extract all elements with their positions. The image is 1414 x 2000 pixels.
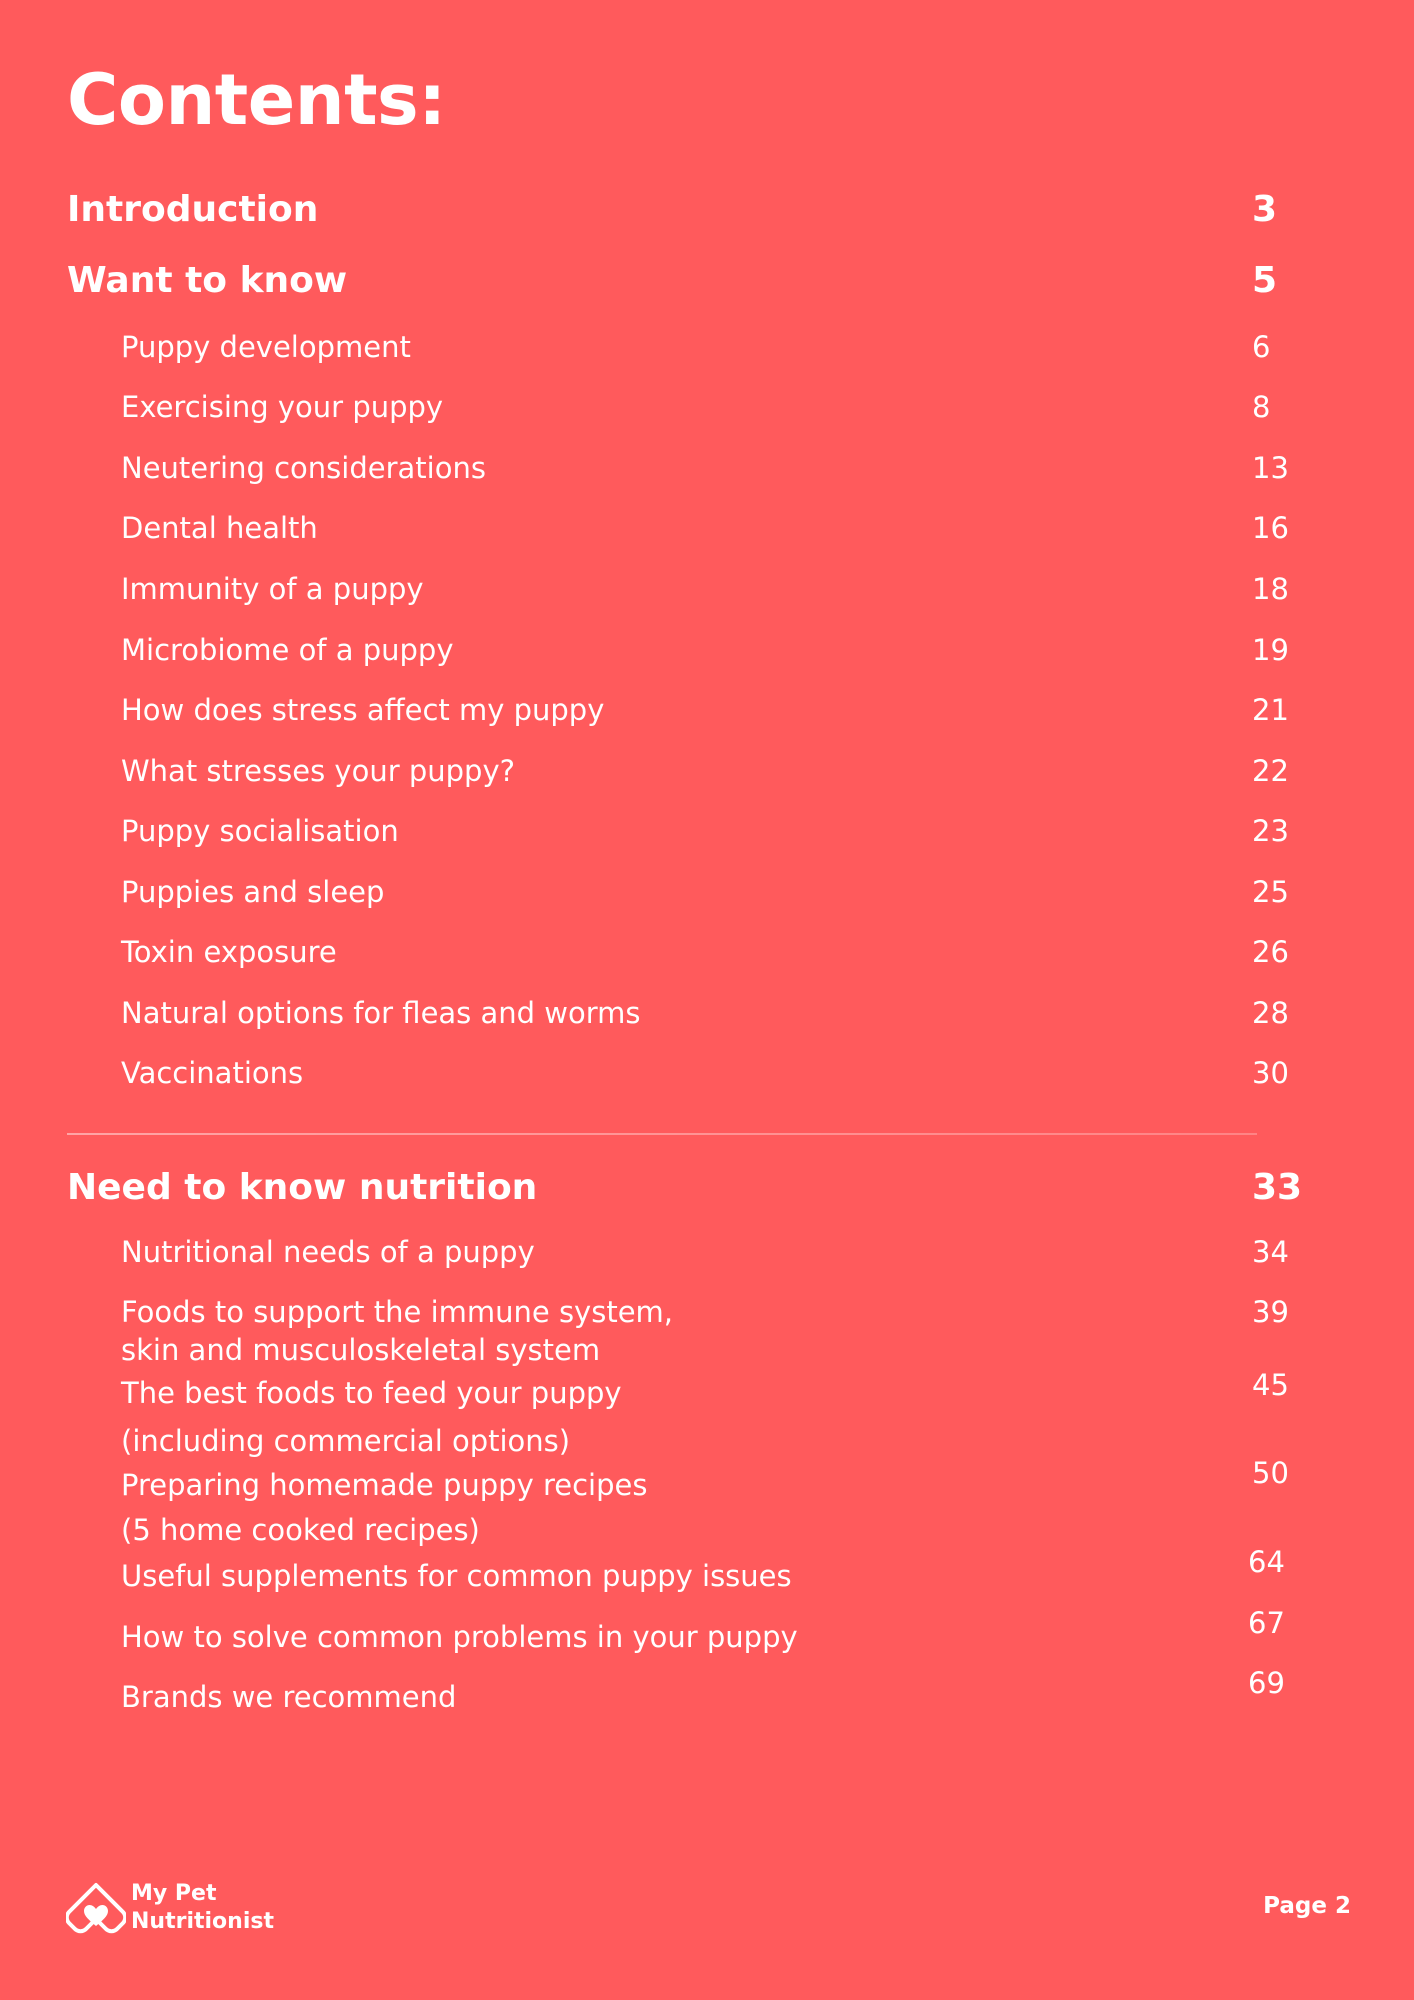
toc-item-label: Immunity of a puppy (121, 572, 424, 606)
brand-line-2: Nutritionist (131, 1909, 274, 1934)
section-divider (67, 1133, 1257, 1135)
toc-item-page: 64 (1248, 1545, 1285, 1579)
toc-item-page: 23 (1252, 814, 1289, 848)
toc-item-page: 50 (1252, 1456, 1289, 1490)
toc-item-label: Brands we recommend (121, 1680, 457, 1714)
toc-item-page: 45 (1252, 1368, 1289, 1402)
toc-section-label: Want to know (67, 260, 348, 301)
toc-item-page: 25 (1252, 875, 1289, 909)
toc-item-label: Microbiome of a puppy (121, 633, 454, 667)
toc-section-page: 3 (1252, 189, 1278, 230)
toc-item-label: Neutering considerations (121, 451, 486, 485)
toc-section-page: 5 (1252, 260, 1278, 301)
toc-item-page: 30 (1252, 1056, 1289, 1090)
toc-item-label-line2: (including commercial options) (121, 1424, 571, 1458)
toc-item-label-line2: (5 home cooked recipes) (121, 1513, 480, 1547)
toc-item-label: How to solve common problems in your puppy (121, 1620, 798, 1654)
toc-item-label: Foods to support the immune system, (121, 1295, 674, 1329)
toc-item-page: 22 (1252, 754, 1289, 788)
heart-in-bowl-icon (66, 1882, 126, 1934)
toc-item-label: The best foods to feed your puppy (121, 1376, 622, 1410)
toc-item-page: 13 (1252, 451, 1289, 485)
toc-item-page: 16 (1252, 511, 1289, 545)
toc-section-page: 33 (1252, 1167, 1303, 1208)
toc-section-label: Need to know nutrition (67, 1167, 538, 1208)
toc-item-page: 67 (1248, 1606, 1285, 1640)
toc-item-label: Vaccinations (121, 1056, 304, 1090)
toc-item-page: 8 (1252, 390, 1271, 424)
toc-item-page: 34 (1252, 1235, 1289, 1269)
toc-item-label: Natural options for fleas and worms (121, 996, 641, 1030)
toc-item-page: 28 (1252, 996, 1289, 1030)
toc-item-label: Exercising your puppy (121, 390, 444, 424)
toc-item-page: 18 (1252, 572, 1289, 606)
toc-item-label: Puppy development (121, 330, 411, 364)
toc-item-page: 21 (1252, 693, 1289, 727)
toc-item-label-line2: skin and musculoskeletal system (121, 1333, 601, 1367)
toc-item-page: 69 (1248, 1666, 1285, 1700)
toc-item-label: Dental health (121, 511, 318, 545)
toc-item-label: Toxin exposure (121, 935, 337, 969)
brand-name (131, 1880, 274, 1936)
toc-item-label: Puppies and sleep (121, 875, 385, 909)
toc-item-label: Preparing homemade puppy recipes (121, 1468, 648, 1502)
brand-line-1: My Pet (131, 1881, 217, 1906)
page-title: Contents: (67, 59, 446, 141)
toc-item-label: Nutritional needs of a puppy (121, 1235, 535, 1269)
toc-item-label: Puppy socialisation (121, 814, 399, 848)
toc-item-page: 6 (1252, 330, 1271, 364)
toc-item-page: 19 (1252, 633, 1289, 667)
toc-item-label: What stresses your puppy? (121, 754, 515, 788)
toc-item-label: How does stress affect my puppy (121, 693, 605, 727)
toc-item-page: 39 (1252, 1295, 1289, 1329)
toc-section-label: Introduction (67, 189, 319, 230)
page-number: Page 2 (1263, 1893, 1351, 1919)
toc-item-label: Useful supplements for common puppy issues (121, 1559, 792, 1593)
toc-item-page: 26 (1252, 935, 1289, 969)
